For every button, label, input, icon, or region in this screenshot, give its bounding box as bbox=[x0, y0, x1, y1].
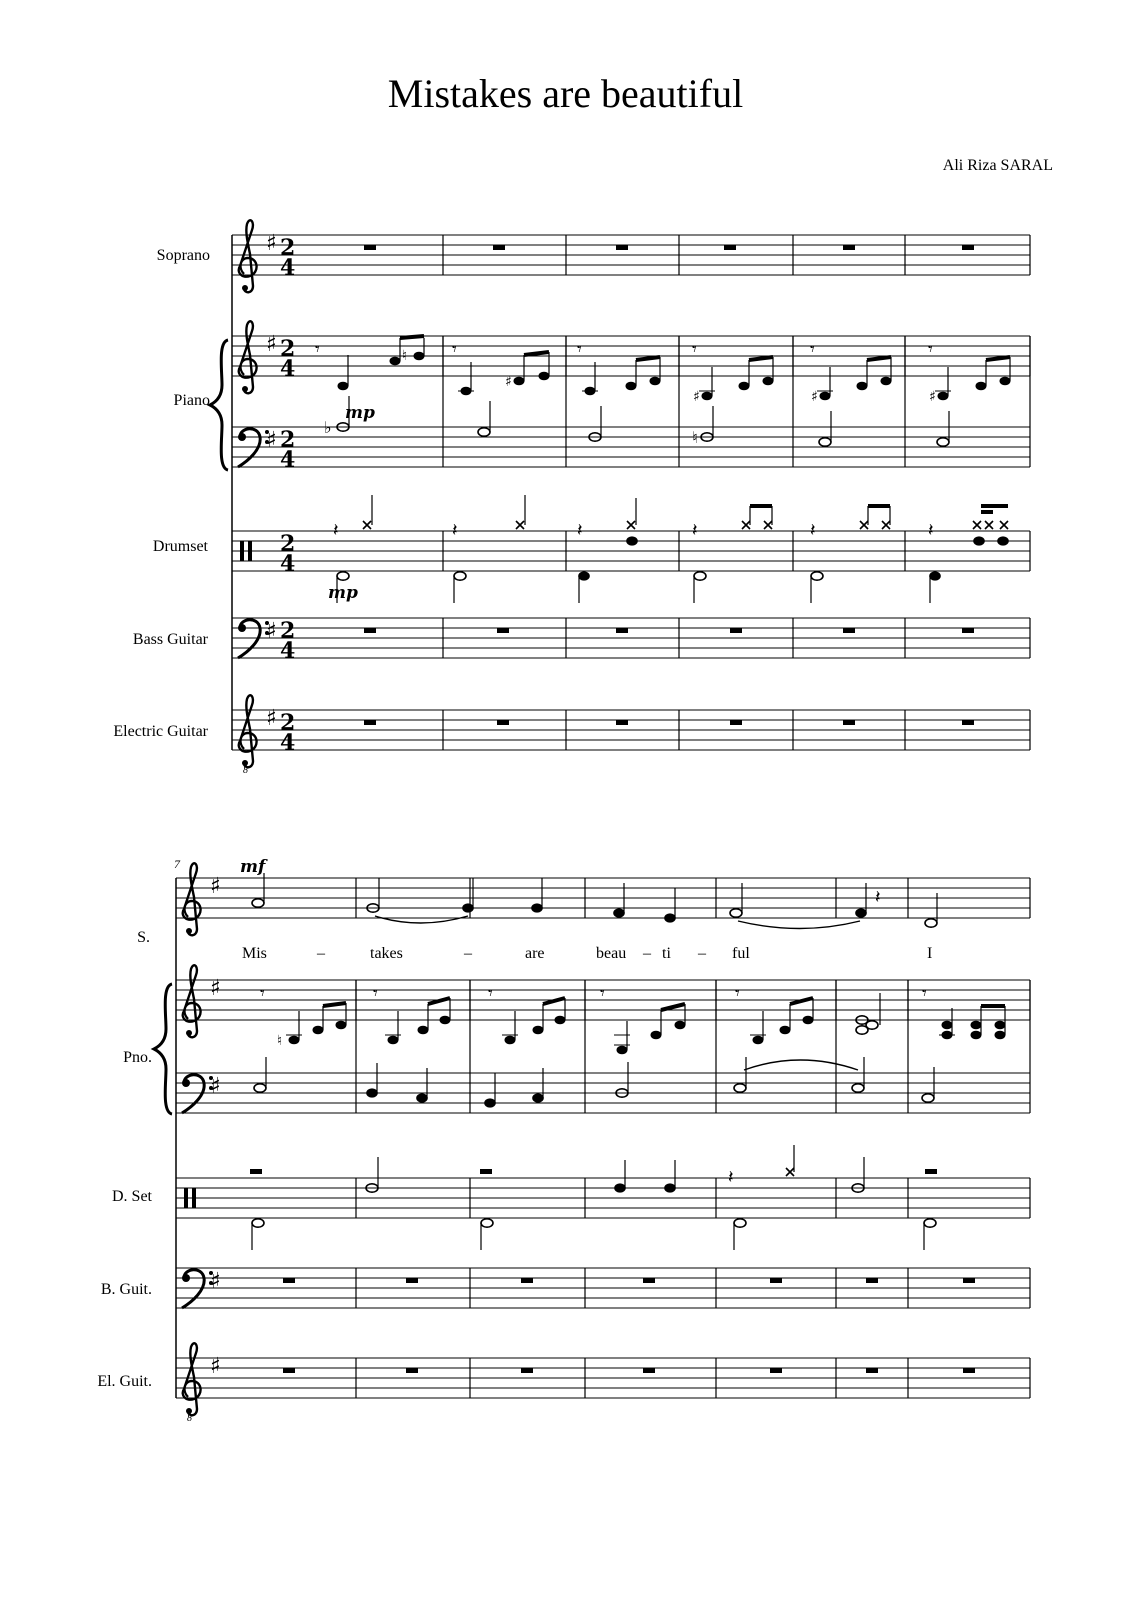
piano-brace bbox=[210, 340, 228, 470]
instrument-short-piano: Pno. bbox=[123, 1049, 152, 1066]
instrument-name-drumset: Drumset bbox=[152, 538, 208, 555]
lyric-syllable: ful bbox=[732, 945, 750, 962]
svg-text:♯: ♯ bbox=[210, 874, 221, 899]
svg-text:♯: ♯ bbox=[811, 389, 818, 405]
instrument-name-soprano: Soprano bbox=[156, 247, 210, 264]
svg-text:𝄽: 𝄽 bbox=[692, 520, 698, 541]
svg-text:𝄾: 𝄾 bbox=[928, 339, 933, 360]
svg-text:♮: ♮ bbox=[277, 1033, 283, 1049]
time-sig-bottom: 4 bbox=[280, 551, 296, 577]
lyric-hyphen: – bbox=[698, 945, 706, 962]
lyric-syllable: takes bbox=[370, 945, 403, 962]
svg-text:♯: ♯ bbox=[266, 706, 277, 731]
svg-text:♯: ♯ bbox=[266, 428, 277, 453]
svg-text:♭: ♭ bbox=[324, 418, 332, 437]
svg-text:♯: ♯ bbox=[693, 389, 700, 405]
whole-rests bbox=[364, 628, 974, 633]
svg-text:𝄽: 𝄽 bbox=[728, 1167, 734, 1188]
clef-octave-mark: 8 bbox=[243, 765, 248, 776]
svg-text:♯: ♯ bbox=[929, 389, 936, 405]
svg-text:♯: ♯ bbox=[266, 619, 277, 644]
staff-electric-guitar bbox=[232, 695, 1030, 776]
composer: Ali Riza SARAL bbox=[942, 157, 1053, 174]
svg-text:♯: ♯ bbox=[266, 332, 277, 357]
svg-text:♯: ♯ bbox=[210, 1354, 221, 1379]
instrument-short-electric-guitar: El. Guit. bbox=[97, 1373, 152, 1390]
whole-rests bbox=[283, 1278, 975, 1283]
svg-text:𝄽: 𝄽 bbox=[928, 520, 934, 541]
svg-text:𝄾: 𝄾 bbox=[692, 339, 697, 360]
time-sig-top: 2 bbox=[280, 336, 296, 362]
score-title: Mistakes are beautiful bbox=[387, 71, 744, 116]
time-sig-top: 2 bbox=[280, 531, 296, 557]
piano-lh-half-notes bbox=[324, 396, 949, 447]
whole-rests bbox=[364, 720, 974, 725]
measure-number: 7 bbox=[174, 857, 180, 871]
svg-text:𝄽: 𝄽 bbox=[810, 520, 816, 541]
staff-drumset-2 bbox=[176, 1145, 1030, 1250]
instrument-name-piano: Piano bbox=[173, 392, 210, 409]
time-sig-bottom: 4 bbox=[280, 730, 296, 756]
whole-rests bbox=[283, 1368, 975, 1373]
drum-notes bbox=[333, 495, 1008, 603]
staff-soprano bbox=[232, 220, 1030, 292]
staff-bass-guitar-2 bbox=[176, 1268, 1030, 1308]
time-sig-bottom: 4 bbox=[280, 447, 296, 473]
soprano-melody bbox=[252, 873, 937, 929]
lyric-hyphen: – bbox=[643, 945, 651, 962]
instrument-name-electric-guitar: Electric Guitar bbox=[113, 723, 208, 740]
instrument-name-bass-guitar: Bass Guitar bbox=[132, 631, 208, 648]
clef-octave-mark: 8 bbox=[187, 1413, 192, 1424]
dynamic-mf-soprano: mf bbox=[240, 857, 266, 877]
svg-text:♯: ♯ bbox=[505, 374, 512, 390]
time-sig-top: 2 bbox=[280, 710, 296, 736]
staff-bass-guitar bbox=[232, 618, 1030, 664]
svg-text:𝄾: 𝄾 bbox=[735, 983, 740, 1004]
svg-text:♮: ♮ bbox=[692, 428, 698, 447]
svg-text:𝄾: 𝄾 bbox=[373, 983, 378, 1004]
staff-drumset bbox=[232, 495, 1030, 603]
svg-text:𝄽: 𝄽 bbox=[452, 520, 458, 541]
time-sig-bottom: 4 bbox=[280, 638, 296, 664]
system-1 bbox=[113, 220, 1030, 776]
instrument-short-bass-guitar: B. Guit. bbox=[100, 1281, 152, 1298]
dynamic-mp-drums: mp bbox=[328, 583, 358, 603]
dynamic-mp-piano: mp bbox=[345, 403, 375, 423]
lyric-hyphen: – bbox=[317, 945, 325, 962]
staff-electric-guitar-2 bbox=[176, 1343, 1030, 1424]
whole-rests bbox=[364, 245, 974, 250]
time-sig-bottom: 4 bbox=[280, 356, 296, 382]
svg-text:𝄾: 𝄾 bbox=[922, 983, 927, 1004]
svg-text:𝄽: 𝄽 bbox=[577, 520, 583, 541]
svg-text:𝄽: 𝄽 bbox=[875, 887, 881, 908]
lyrics bbox=[242, 945, 932, 962]
lyric-syllable: Mis bbox=[242, 945, 267, 962]
staff-piano-treble-2 bbox=[176, 965, 1030, 1054]
svg-text:𝄾: 𝄾 bbox=[810, 339, 815, 360]
lyric-syllable: are bbox=[525, 945, 545, 962]
key-signature-sharp: ♯ bbox=[266, 231, 277, 256]
svg-text:♮: ♮ bbox=[402, 348, 408, 364]
svg-text:𝄾: 𝄾 bbox=[315, 339, 320, 360]
staff-soprano-2 bbox=[176, 857, 1030, 935]
staff-piano-treble bbox=[232, 321, 1030, 423]
lyric-hyphen: – bbox=[464, 945, 472, 962]
time-sig-top: 2 bbox=[280, 235, 296, 261]
svg-text:𝄽: 𝄽 bbox=[333, 520, 339, 541]
svg-text:♯: ♯ bbox=[210, 1269, 221, 1294]
time-sig-top: 2 bbox=[280, 618, 296, 644]
svg-text:𝄾: 𝄾 bbox=[488, 983, 493, 1004]
lyric-syllable: beau bbox=[596, 945, 627, 962]
instrument-short-soprano: S. bbox=[137, 929, 150, 946]
instrument-short-drumset: D. Set bbox=[112, 1188, 152, 1205]
svg-text:𝄾: 𝄾 bbox=[600, 983, 605, 1004]
time-sig-top: 2 bbox=[280, 427, 296, 453]
time-sig-bottom: 4 bbox=[280, 255, 296, 281]
piano-brace bbox=[154, 984, 172, 1114]
lyric-syllable: I bbox=[927, 945, 933, 962]
svg-text:♯: ♯ bbox=[210, 976, 221, 1001]
lyric-syllable: ti bbox=[662, 945, 671, 962]
svg-text:𝄾: 𝄾 bbox=[452, 339, 457, 360]
svg-text:♯: ♯ bbox=[210, 1074, 221, 1099]
svg-text:𝄾: 𝄾 bbox=[577, 339, 582, 360]
system-2 bbox=[97, 857, 1030, 1424]
svg-text:𝄾: 𝄾 bbox=[260, 983, 265, 1004]
piano-rh-figures-2 bbox=[260, 983, 1005, 1054]
